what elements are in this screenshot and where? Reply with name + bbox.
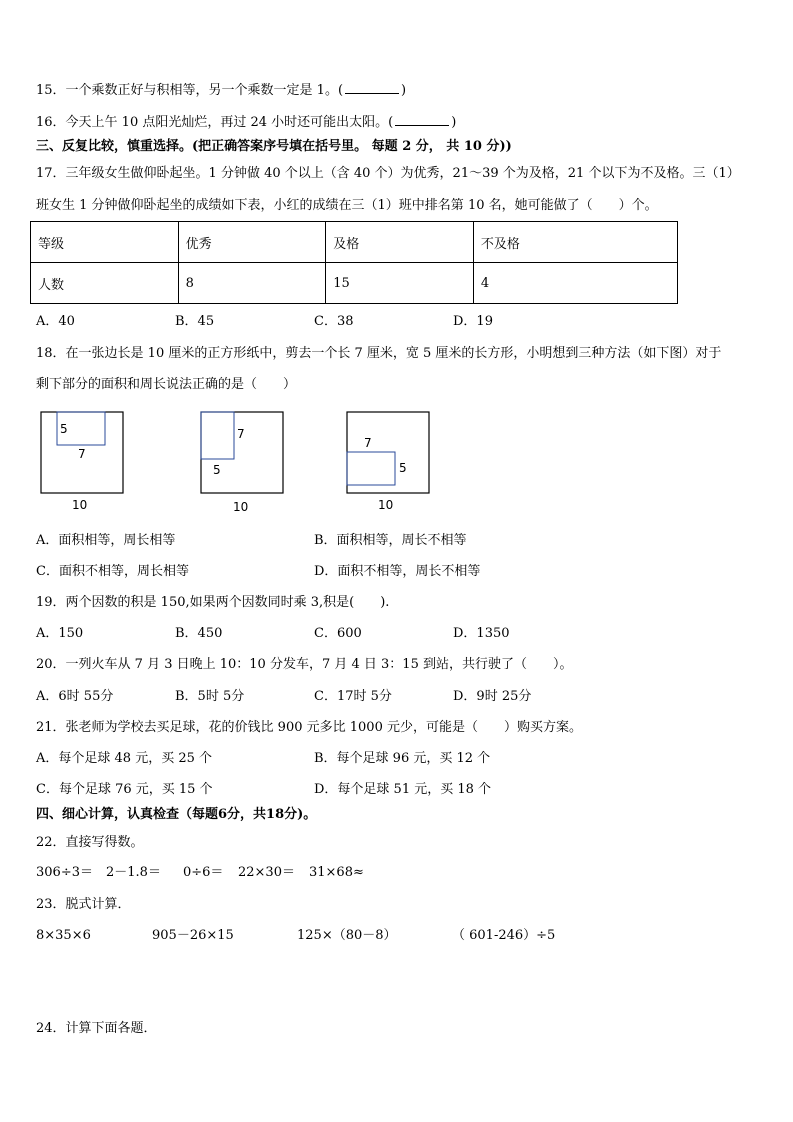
calc-item: 8×35×6 bbox=[36, 928, 91, 943]
width-label: 7 bbox=[364, 436, 372, 450]
option-c[interactable]: C．38 bbox=[314, 314, 354, 329]
question-15-close: ) bbox=[401, 83, 407, 98]
question-22: 22．直接写得数。 bbox=[36, 835, 144, 850]
option-a[interactable]: A．面积相等，周长相等 bbox=[36, 533, 176, 548]
section-4-heading: 四、细心计算，认真检查（每题6分，共18分)。 bbox=[36, 807, 317, 822]
width-label: 7 bbox=[237, 427, 245, 441]
length-label: 5 bbox=[399, 461, 407, 475]
question-16-text: 16．今天上午 10 点阳光灿烂，再过 24 小时还可能出太阳。( bbox=[36, 115, 394, 130]
square-cut-figures bbox=[30, 400, 460, 520]
option-a[interactable]: A．每个足球 48 元，买 25 个 bbox=[36, 751, 213, 766]
option-a[interactable]: A．6时 55分 bbox=[36, 689, 114, 704]
calc-item: 125×（80－8） bbox=[297, 928, 397, 943]
question-15-text: 15．一个乘数正好与积相等，另一个乘数一定是 1。( bbox=[36, 83, 344, 98]
figure-1 bbox=[41, 412, 123, 512]
option-d[interactable]: D．9时 25分 bbox=[453, 689, 532, 704]
calc-item: 2－1.8＝ bbox=[106, 865, 161, 880]
side-label: 10 bbox=[378, 498, 394, 512]
option-c[interactable]: C．17时 5分 bbox=[314, 689, 392, 704]
option-d[interactable]: D．每个足球 51 元，买 18 个 bbox=[314, 782, 492, 797]
table-cell: 4 bbox=[473, 263, 677, 304]
figure-2 bbox=[201, 412, 283, 514]
calc-item: 22×30＝ bbox=[238, 865, 295, 880]
cut-rectangle bbox=[201, 412, 234, 459]
question-19: 19．两个因数的积是 150,如果两个因数同时乘 3,积是( ). bbox=[36, 595, 390, 610]
table-row bbox=[31, 222, 678, 263]
option-b[interactable]: B．45 bbox=[175, 314, 215, 329]
section-3-heading: 三、反复比较，慎重选择。(把正确答案序号填在括号里。 每题 2 分， 共 10 分)) bbox=[36, 139, 512, 154]
calc-item: 31×68≈ bbox=[309, 865, 364, 880]
question-16 bbox=[36, 114, 456, 132]
question-16-close: ) bbox=[451, 115, 457, 130]
question-17-line-2: 班女生 1 分钟做仰卧起坐的成绩如下表，小红的成绩在三（1）班中排名第 10 名，她可能做了（ ）个。 bbox=[36, 198, 658, 213]
option-b[interactable]: B．5时 5分 bbox=[175, 689, 245, 704]
option-d[interactable]: D．面积不相等，周长不相等 bbox=[314, 564, 481, 579]
option-b[interactable]: B．面积相等，周长不相等 bbox=[314, 533, 467, 548]
question-23: 23．脱式计算． bbox=[36, 897, 131, 912]
table-header-cell: 不及格 bbox=[473, 222, 677, 263]
table-cell: 8 bbox=[178, 263, 326, 304]
table-header-cell: 及格 bbox=[326, 222, 474, 263]
width-label: 5 bbox=[60, 422, 68, 436]
square-outline bbox=[201, 412, 283, 493]
question-18-line-1: 18．在一张边长是 10 厘米的正方形纸中，剪去一个长 7 厘米，宽 5 厘米的长方形，小明想到三种方法（如下图）对于 bbox=[36, 346, 722, 361]
calc-item: （ 601-246）÷5 bbox=[452, 928, 556, 943]
table-cell: 人数 bbox=[31, 263, 179, 304]
table-cell: 15 bbox=[326, 263, 474, 304]
length-label: 7 bbox=[78, 447, 86, 461]
cut-rectangle bbox=[347, 452, 395, 485]
length-label: 5 bbox=[213, 463, 221, 477]
option-d[interactable]: D．19 bbox=[453, 314, 493, 329]
question-24: 24．计算下面各题． bbox=[36, 1021, 157, 1036]
option-a[interactable]: A．40 bbox=[36, 314, 75, 329]
answer-blank[interactable] bbox=[395, 114, 449, 126]
answer-blank[interactable] bbox=[345, 82, 399, 94]
option-c[interactable]: C．600 bbox=[314, 626, 362, 641]
question-18-line-2: 剩下部分的面积和周长说法正确的是（ ） bbox=[36, 377, 297, 392]
calc-item: 306÷3＝ bbox=[36, 865, 93, 880]
option-b[interactable]: B．每个足球 96 元，买 12 个 bbox=[314, 751, 491, 766]
grade-table bbox=[30, 221, 678, 304]
option-d[interactable]: D．1350 bbox=[453, 626, 510, 641]
option-c[interactable]: C．面积不相等，周长相等 bbox=[36, 564, 189, 579]
question-17-line-1: 17．三年级女生做仰卧起坐。1 分钟做 40 个以上（含 40 个）为优秀，21～39 个为及格，21 个以下为不及格。三（1） bbox=[36, 166, 740, 181]
question-21: 21．张老师为学校去买足球，花的价钱比 900 元多比 1000 元少，可能是（ ）购买方案。 bbox=[36, 720, 582, 735]
calc-item: 0÷6＝ bbox=[183, 865, 224, 880]
table-row bbox=[31, 263, 678, 304]
table-header-cell: 优秀 bbox=[178, 222, 326, 263]
question-20: 20．一列火车从 7 月 3 日晚上 10：10 分发车，7 月 4 日 3：15 到站，共行驶了（ ）。 bbox=[36, 657, 573, 672]
side-label: 10 bbox=[72, 498, 88, 512]
calc-item: 905－26×15 bbox=[152, 928, 234, 943]
figure-3 bbox=[347, 412, 429, 512]
side-label: 10 bbox=[233, 500, 249, 514]
table-header-cell: 等级 bbox=[31, 222, 179, 263]
question-15 bbox=[36, 82, 406, 100]
option-c[interactable]: C．每个足球 76 元，买 15 个 bbox=[36, 782, 213, 797]
option-a[interactable]: A．150 bbox=[36, 626, 84, 641]
option-b[interactable]: B．450 bbox=[175, 626, 223, 641]
